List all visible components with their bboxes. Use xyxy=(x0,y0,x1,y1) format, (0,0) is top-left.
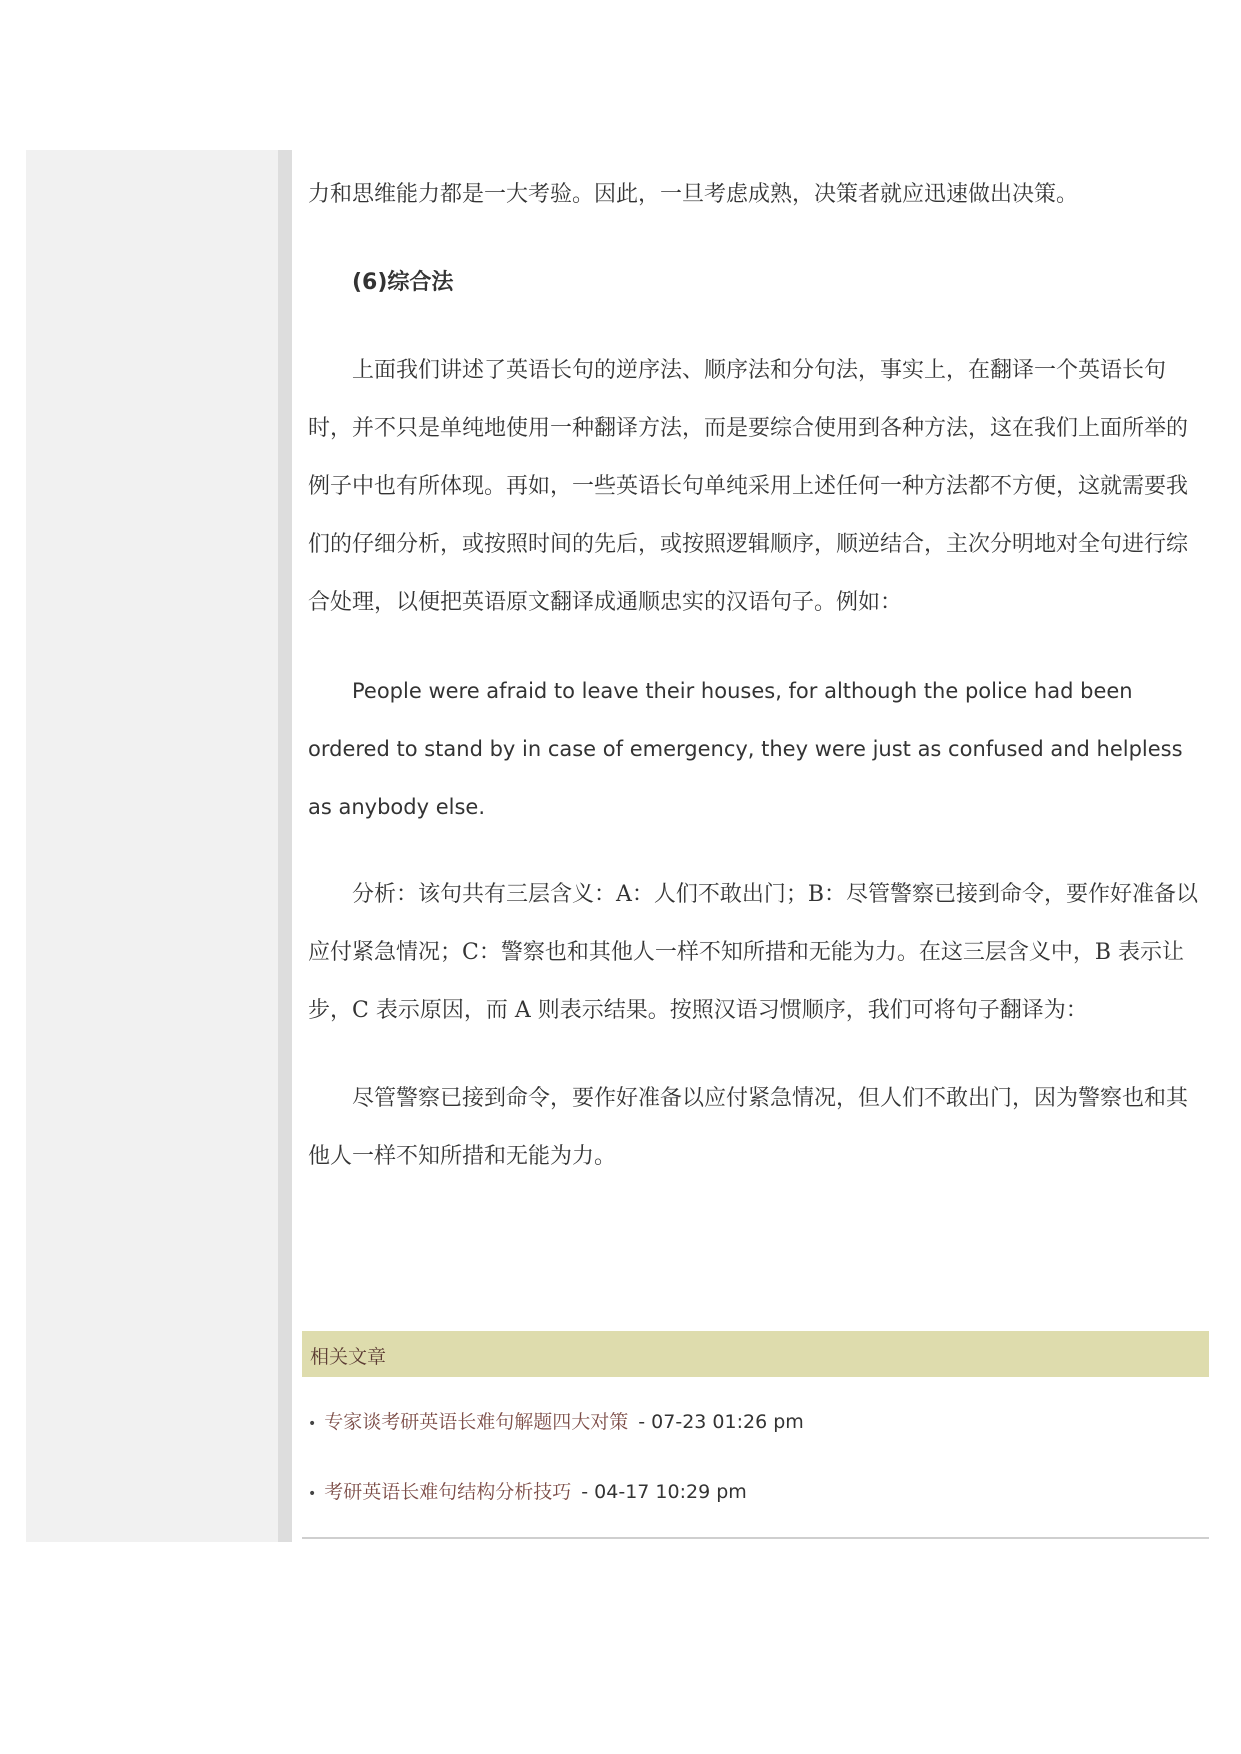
paragraph-intro: 上面我们讲述了英语长句的逆序法、顺序法和分句法，事实上，在翻译一个英语长句时，并不只是单纯地使用一种翻译方法，而是要综合使用到各种方法，这在我们上面所举的例子中也有所体现。再如，一些英语长句单纯采用上述任何一种方法都不方便，这就需要我们的仔细分析，或按照时间的先后，或按照逻辑顺序，顺逆结合，主次分明地对全句进行综合处理，以便把英语原文翻译成通顺忠实的汉语句子。例如： xyxy=(308,358,1189,615)
related-article-link[interactable]: 考研英语长难句结构分析技巧 xyxy=(324,1481,572,1503)
related-article-item xyxy=(308,1409,804,1437)
left-sidebar xyxy=(26,150,278,1542)
article-content xyxy=(308,150,1208,1186)
paragraph-example: People were afraid to leave their houses, for although the police had been ordered to stand by in case of emergency, they were just as confused and helpless as anybody else. xyxy=(308,679,1183,819)
related-article-date: - 07-23 01:26 pm xyxy=(638,1411,804,1433)
related-articles-title: 相关文章 xyxy=(310,1346,387,1368)
paragraph-continued: 力和思维能力都是一大考验。因此，一旦考虑成熟，决策者就应迅速做出决策。 xyxy=(308,182,1079,207)
related-articles-header xyxy=(302,1331,1209,1377)
sidebar-border xyxy=(278,150,292,1542)
bullet-icon: • xyxy=(308,1416,317,1432)
paragraph-translation: 尽管警察已接到命令，要作好准备以应付紧急情况，但人们不敢出门，因为警察也和其他人一样不知所措和无能为力。 xyxy=(308,1086,1189,1169)
related-article-item xyxy=(308,1479,747,1507)
related-article-date: - 04-17 10:29 pm xyxy=(581,1481,747,1503)
section-heading: (6)综合法 xyxy=(352,270,454,295)
paragraph-analysis: 分析：该句共有三层含义：A：人们不敢出门；B：尽管警察已接到命令，要作好准备以应付紧急情况；C：警察也和其他人一样不知所措和无能为力。在这三层含义中，B 表示让步，C 表示原因，而 A 则表示结果。按照汉语习惯顺序，我们可将句子翻译为： xyxy=(308,882,1199,1023)
bullet-icon: • xyxy=(308,1486,317,1502)
related-article-link[interactable]: 专家谈考研英语长难句解题四大对策 xyxy=(324,1411,629,1433)
bottom-divider xyxy=(302,1537,1209,1539)
